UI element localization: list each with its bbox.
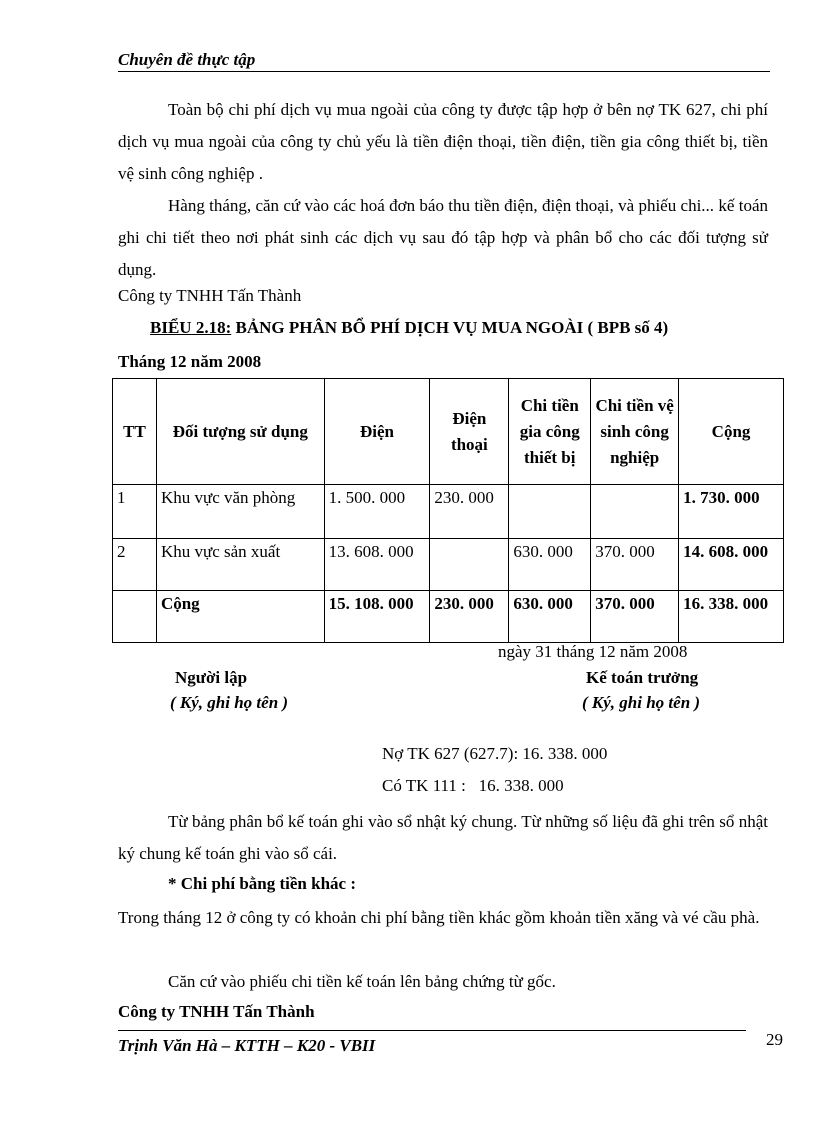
table-row [113,485,784,539]
cell-gia-cong: 630. 000 [509,591,591,643]
cell-tt: 1 [113,485,157,539]
cell-dien: 15. 108. 000 [324,591,430,643]
cell-cong: 1. 730. 000 [679,485,784,539]
paragraph-other-costs: Trong tháng 12 ở công ty có khoản chi phí bằng tiền khác gồm khoản tiền xăng và vé cầu phà. [118,908,760,927]
cell-doi-tuong: Cộng [156,591,324,643]
cell-tt: 2 [113,539,157,591]
cell-dien: 13. 608. 000 [324,539,430,591]
journal-debit: Nợ TK 627 (627.7): 16. 338. 000 [382,744,608,763]
paragraph-service-costs: Toàn bộ chi phí dịch vụ mua ngoài của công ty được tập hợp ở bên nợ TK 627, chi phí dịch vụ mua ngoài của công ty chủ yếu là tiền điện thoại, tiền điện, tiền gia công thiết bị, tiền vệ sinh công nghiệp . [118,100,768,183]
table-title-text: BẢNG PHÂN BỔ PHÍ DỊCH VỤ MUA NGOÀI ( BPB số 4) [231,318,669,337]
col-header-cong: Cộng [679,379,784,485]
table-total-row [113,591,784,643]
cell-cong: 16. 338. 000 [679,591,784,643]
col-header-ve-sinh: Chi tiền vệ sinh công nghiệp [591,379,679,485]
col-header-gia-cong: Chi tiền gia công thiết bị [509,379,591,485]
table-title-label: BIỂU 2.18: [150,318,232,337]
preparer-title: Người lập [175,668,248,687]
header-rule [118,71,770,72]
cell-dien-thoai: 230. 000 [430,485,509,539]
cell-ve-sinh: 370. 000 [591,539,679,591]
company-name-bottom: Công ty TNHH Tấn Thành [118,1002,315,1021]
chief-accountant-title: Kế toán trưởng [586,668,699,687]
company-name: Công ty TNHH Tấn Thành [118,286,302,305]
page-number: 29 [766,1030,783,1049]
cell-cong: 14. 608. 000 [679,539,784,591]
cell-gia-cong: 630. 000 [509,539,591,591]
cell-gia-cong [509,485,591,539]
running-header: Chuyên đề thực tập [118,50,256,69]
col-header-dien-thoai: Điện thoại [430,379,509,485]
col-header-doi-tuong: Đối tượng sử dụng [156,379,324,485]
footer-rule [118,1030,746,1031]
paragraph-ledger: Từ bảng phân bổ kế toán ghi vào sổ nhật ký chung. Từ những số liệu đã ghi trên sổ nhật ký chung kế toán ghi vào sổ cái. [118,812,768,863]
table-title [150,318,668,338]
cell-dien-thoai: 230. 000 [430,591,509,643]
footer-author: Trịnh Văn Hà – KTTH – K20 - VBII [118,1036,376,1055]
cell-tt [113,591,157,643]
cell-doi-tuong: Khu vực sản xuất [156,539,324,591]
cell-doi-tuong: Khu vực văn phòng [156,485,324,539]
table-month: Tháng 12 năm 2008 [118,352,262,371]
paragraph-vouchers: Căn cứ vào phiếu chi tiền kế toán lên bảng chứng từ gốc. [168,972,556,991]
cell-dien: 1. 500. 000 [324,485,430,539]
col-header-dien: Điện [324,379,430,485]
allocation-table [112,378,784,643]
subheading-other-costs: * Chi phí bằng tiền khác : [168,874,356,893]
signature-date: ngày 31 tháng 12 năm 2008 [498,642,688,661]
paragraph-monthly-process: Hàng tháng, căn cứ vào các hoá đơn báo thu tiền điện, điện thoại, và phiếu chi... kế toán ghi chi tiết theo nơi phát sinh các dịch vụ sau đó tập hợp và phân bổ cho các đối tượng sử dụng. [118,196,768,279]
table-header-row [113,379,784,485]
table-row [113,539,784,591]
preparer-hint: ( Ký, ghi họ tên ) [170,693,289,712]
col-header-tt: TT [113,379,157,485]
cell-dien-thoai [430,539,509,591]
cell-ve-sinh: 370. 000 [591,591,679,643]
journal-credit: Có TK 111 : 16. 338. 000 [382,776,564,795]
chief-accountant-hint: ( Ký, ghi họ tên ) [582,693,701,712]
cell-ve-sinh [591,485,679,539]
